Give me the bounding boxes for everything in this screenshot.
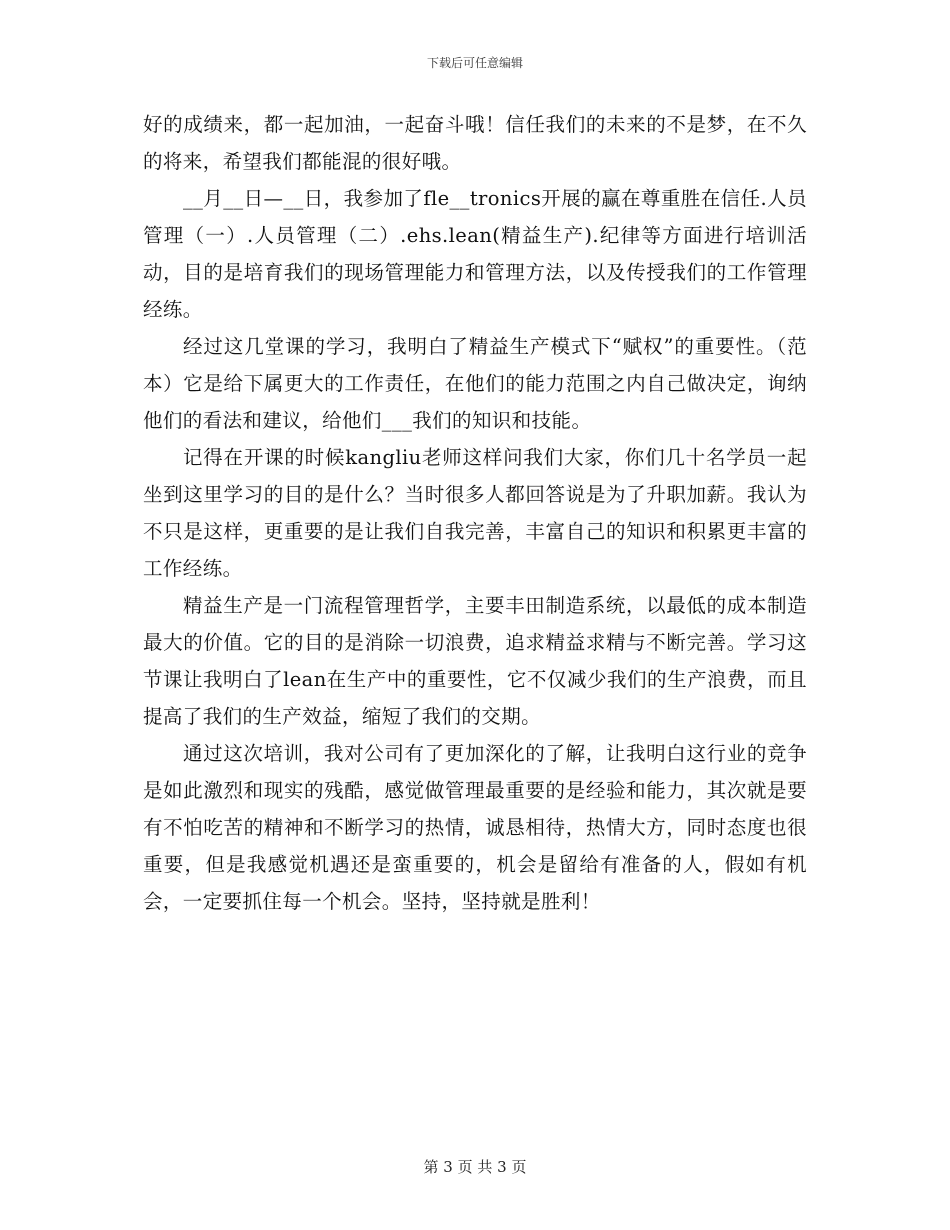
page-header: 下载后可任意编辑 <box>426 56 523 70</box>
page-number: 第 3 页 共 3 页 <box>423 1158 527 1176</box>
paragraph-lean-production: 精益生产是一门流程管理哲学，主要丰田制造系统，以最低的成本制造最大的价值。它的目的是消除一切浪费，追求精益求精与不断完善。学习这节课让我明白了lean在生产中的重要性，它不仅减少我们的生产浪费，而且提高了我们的生产效益，缩短了我们的交期。 <box>143 594 807 728</box>
paragraph-conclusion: 通过这次培训，我对公司有了更加深化的了解，让我明白这行业的竞争是如此激烈和现实的残酷，感觉做管理最重要的是经验和能力，其次就是要有不怕吃苦的精神和不断学习的热情，诚恳相待，热情大方，同时态度也很重要，但是我感觉机遇还是蛮重要的，机会是留给有准备的人，假如有机会，一定要抓住每一个机会。坚持，坚持就是胜利！ <box>143 742 807 913</box>
paragraph-continued: 好的成绩来，都一起加油，一起奋斗哦！信任我们的未来的不是梦，在不久的将来，希望我们都能混的很好哦。 <box>143 113 807 173</box>
document-body <box>143 106 807 920</box>
paragraph-empowerment: 经过这几堂课的学习，我明白了精益生产模式下“赋权”的重要性。（范本）它是给下属更大的工作责任，在他们的能力范围之内自己做决定，询纳他们的看法和建议，给他们___我们的知识和技能。 <box>143 335 807 432</box>
paragraph-course-purpose: 记得在开课的时候kangliu老师这样问我们大家，你们几十名学员一起坐到这里学习的目的是什么？当时很多人都回答说是为了升职加薪。我认为不只是这样，更重要的是让我们自我完善，丰富自己的知识和积累更丰富的工作经练。 <box>143 446 807 580</box>
paragraph-training-overview: __月__日—__日，我参加了fle__tronics开展的赢在尊重胜在信任.人员管理（一）.人员管理（二）.ehs.lean(精益生产).纪律等方面进行培训活动，目的是培育我们的现场管理能力和管理方法，以及传授我们的工作管理经练。 <box>143 187 807 321</box>
